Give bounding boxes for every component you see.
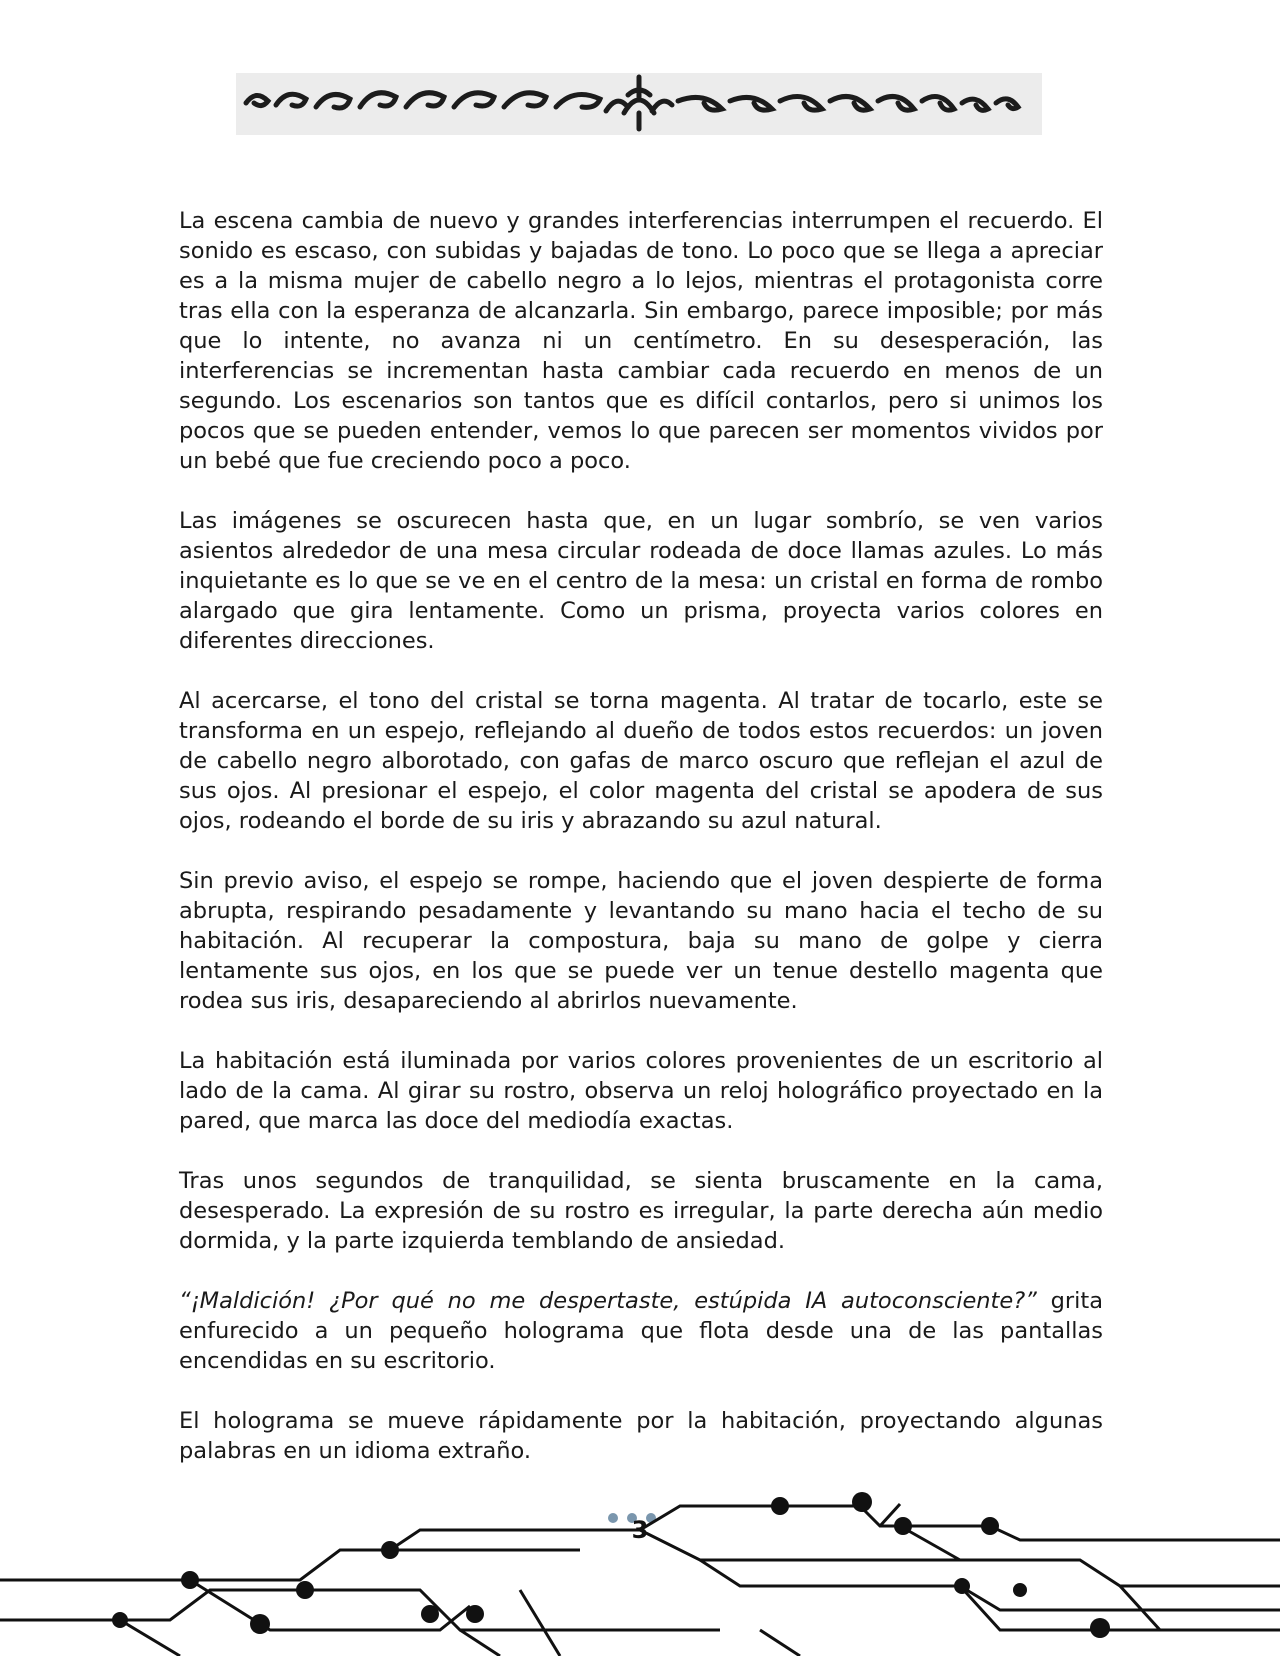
paragraph-7-text: grita enfurecido a un pequeño holograma que flota desde una de las pantallas encendidas en su escritorio. [179,1288,1104,1374]
paragraph-3: Al acercarse, el tono del cristal se torna magenta. Al tratar de tocarlo, este se transforma en un espejo, reflejando al dueño de todos estos recuerdos: un joven de cabello negro alborotado, con gafas de marco oscuro que reflejan el azul de sus ojos. Al presionar el espejo, el color magenta del cristal se apodera de sus ojos, rodeando el borde de su iris y abrazando su azul natural. [179,688,1103,834]
paragraph-6: Tras unos segundos de tranquilidad, se sienta bruscamente en la cama, desesperado. La expresión de su rostro es irregular, la parte derecha aún medio dormida, y la parte izquierda temblando de ansiedad. [179,1168,1103,1254]
paragraph-5: La habitación está iluminada por varios colores provenientes de un escritorio al lado de la cama. Al girar su rostro, observa un reloj holográfico proyectado en la pared, que marca las doce del mediodía exactas. [179,1048,1103,1134]
scroll-flourish-icon [236,73,1042,135]
dialogue-quote: “¡Maldición! ¿Por qué no me despertaste, estúpida IA autoconsciente?” [179,1288,1037,1314]
body-text [179,206,1103,1496]
paragraph-1: La escena cambia de nuevo y grandes interferencias interrumpen el recuerdo. El sonido es escaso, con subidas y bajadas de tono. Lo poco que se llega a apreciar es a la misma mujer de cabello negro a lo lejos, mientras el protagonista corre tras ella con la esperanza de alcanzarla. Sin embargo, parece imposible; por más que lo intente, no avanza ni un centímetro. En su desesperación, las interferencias se incrementan hasta cambiar cada recuerdo en menos de un segundo. Los escenarios son tantos que es difícil contarlos, pero si unimos los pocos que se pueden entender, vemos lo que parecen ser momentos vividos por un bebé que fue creciendo poco a poco. [179,208,1103,474]
footer-circuit [0,1490,1280,1656]
paragraph-7 [179,1286,1103,1376]
page-number: 3 [631,1516,649,1544]
paragraph-8: El holograma se mueve rápidamente por la habitación, proyectando algunas palabras en un idioma extraño. [179,1408,1103,1464]
circuit-lines-icon [0,1490,1280,1656]
paragraph-4: Sin previo aviso, el espejo se rompe, haciendo que el joven despierte de forma abrupta, respirando pesadamente y levantando su mano hacia el techo de su habitación. Al recuperar la compostura, baja su mano de golpe y cierra lentamente sus ojos, en los que se puede ver un tenue destello magenta que rodea sus iris, desapareciendo al abrirlos nuevamente. [179,868,1103,1014]
paragraph-2: Las imágenes se oscurecen hasta que, en un lugar sombrío, se ven varios asientos alrededor de una mesa circular rodeada de doce llamas azules. Lo más inquietante es lo que se ve en el centro de la mesa: un cristal en forma de rombo alargado que gira lentamente. Como un prisma, proyecta varios colores en diferentes direcciones. [179,508,1103,654]
header-ornament [236,73,1042,135]
